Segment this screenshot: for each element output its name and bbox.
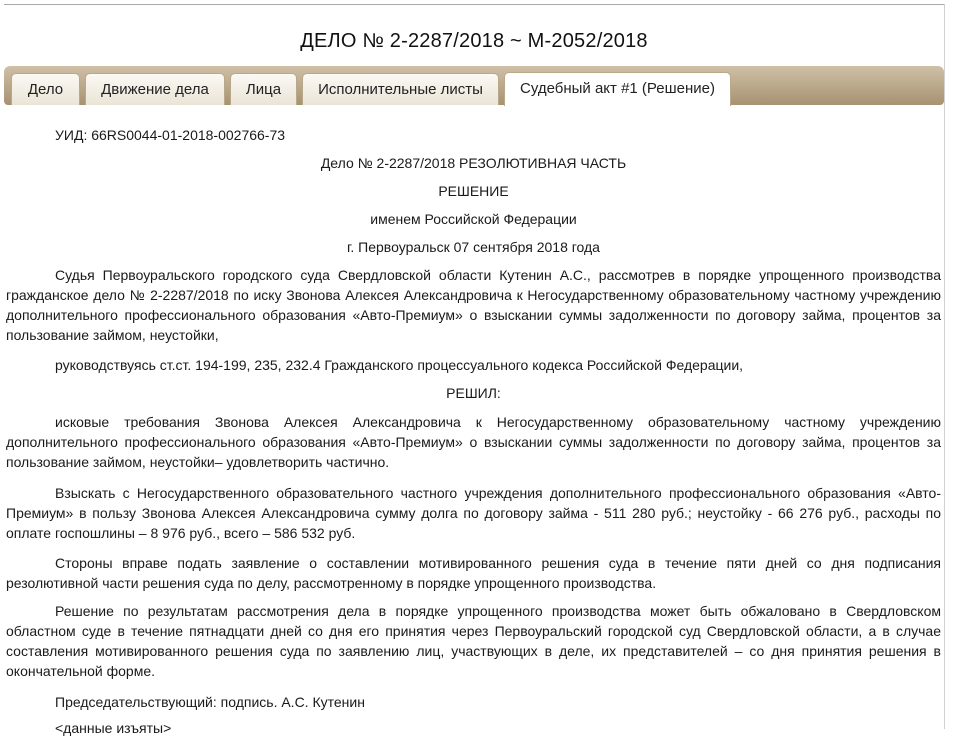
tab-writs[interactable]: Исполнительные листы	[302, 73, 499, 105]
paragraph-parties: Стороны вправе подать заявление о составлении мотивированного решения суда в течение пяти дней со дня подписания резолютивной части решения суда по делу, рассмотренному в порядке упрощенного производства.	[6, 555, 941, 591]
tab-case-movement[interactable]: Движение дела	[85, 73, 225, 105]
in-name-line: именем Российской Федерации	[370, 211, 577, 227]
paragraph-recover: Взыскать с Негосударственного образовательного частного учреждения дополнительного профессионального образования «Авто-Премиум» в пользу Звонова Алексея Александровича сумму долга по договору займа - 511 280 руб.; неустойку - 66 276 руб., расходы по оплате госпошлины – 8 976 руб., всего – 586 532 руб.	[6, 485, 941, 541]
tab-bar	[4, 66, 944, 105]
signature-line: Председательствующий: подпись. А.С. Кутенин	[55, 694, 365, 710]
case-heading: Дело № 2-2287/2018 РЕЗОЛЮТИВНАЯ ЧАСТЬ	[320, 155, 627, 171]
top-divider	[4, 4, 944, 5]
right-divider	[944, 4, 945, 729]
uid-line: УИД: 66RS0044-01-2018-002766-73	[55, 127, 286, 143]
paragraph-appeal: Решение по результатам рассмотрения дела в порядке упрощенного производства может быть обжаловано в Свердловском областном суде в течение пятнадцати дней со дня его принятия через Первоуральский городской суд Свердловской области, а в случае составления мотивированного решения суда по заявлению лиц, участвующих в деле, их представителей – со дня принятия решения в окончательной форме.	[6, 603, 941, 679]
decision-heading: РЕШЕНИЕ	[438, 183, 509, 199]
tab-persons[interactable]: Лица	[230, 73, 297, 105]
page-title: ДЕЛО № 2-2287/2018 ~ М-2052/2018	[300, 30, 648, 52]
paragraph-guided: руководствуясь ст.ст. 194-199, 235, 232.4 Гражданского процессуального кодекса Российской Федерации,	[55, 357, 744, 373]
place-date-line: г. Первоуральск 07 сентября 2018 года	[347, 239, 600, 255]
paragraph-claims: исковые требования Звонова Алексея Александровича к Негосударственному образовательному частному учреждению дополнительного профессионального образования «Авто-Премиум» о взыскании суммы задолженности по договору займа, процентов за пользование займом, неустойки– удовлетворить частично.	[6, 414, 941, 470]
paragraph-intro: Судья Первоуральского городского суда Свердловской области Кутенин А.С., рассмотрев в порядке упрощенного производства гражданское дело № 2-2287/2018 по иску Звонова Алексея Александровича к Негосударственному образовательному частному учреждению дополнительного профессионального образования «Авто-Премиум» о взыскании суммы задолженности по договору займа, процентов за пользование займом, неустойки,	[6, 267, 941, 343]
decided-heading: РЕШИЛ:	[446, 385, 501, 401]
tab-judicial-act[interactable]: Судебный акт #1 (Решение)	[504, 72, 731, 106]
redacted-line: <данные изъяты>	[55, 720, 172, 736]
tab-case[interactable]: Дело	[11, 73, 80, 105]
